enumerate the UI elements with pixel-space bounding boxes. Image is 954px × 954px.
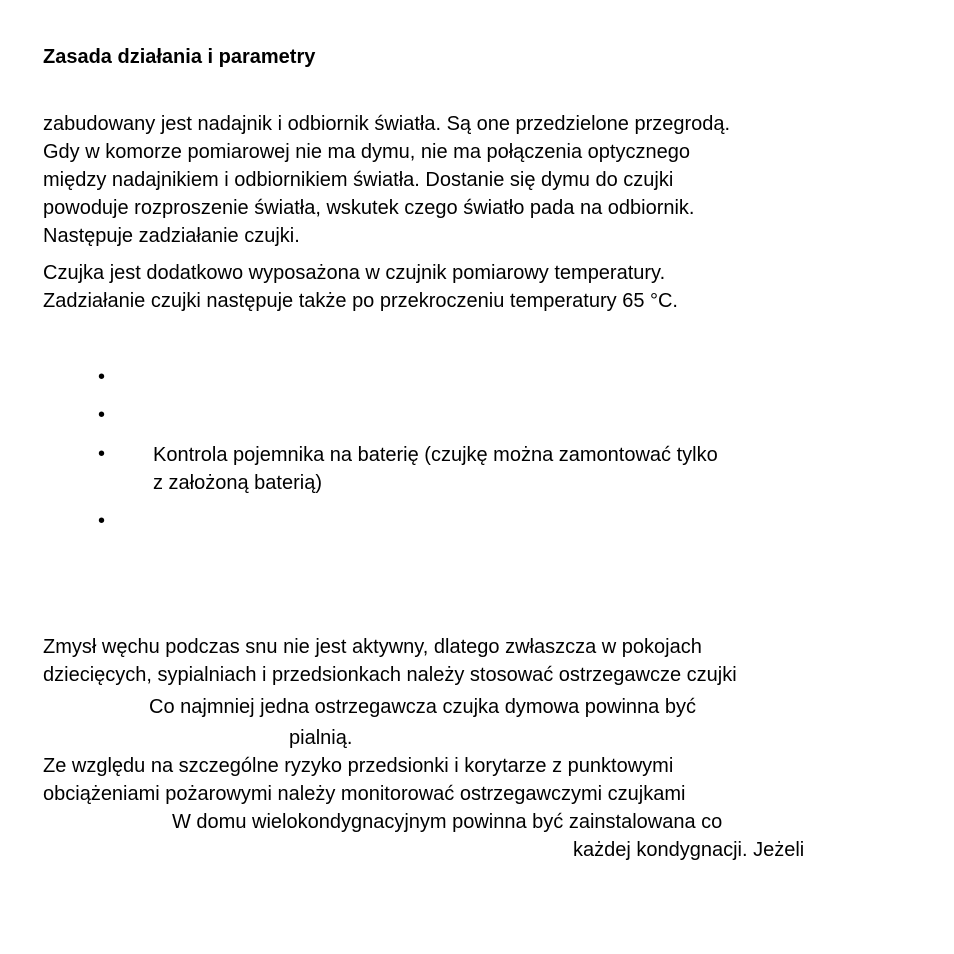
bullet-marker-2: •: [98, 404, 106, 426]
bullet-marker-4: •: [98, 510, 106, 532]
paragraph3-line-7: W domu wielokondygnacyjnym powinna być zainstalowana co: [172, 811, 723, 833]
bullet-marker-1: •: [98, 366, 106, 388]
paragraph3-line-8: każdej kondygnacji. Jeżeli: [573, 839, 805, 861]
paragraph3-line-2: dziecięcych, sypialniach i przedsionkach należy stosować ostrzegawcze czujki: [43, 664, 737, 686]
bullet-item-3-line-2: z założoną baterią): [153, 472, 322, 494]
paragraph1-line-4: powoduje rozproszenie światła, wskutek czego światło pada na odbiornik.: [43, 197, 695, 219]
paragraph2-line-2: Zadziałanie czujki następuje także po przekroczeniu temperatury 65 °C.: [43, 290, 678, 312]
section-heading: Zasada działania i parametry: [43, 46, 316, 68]
paragraph3-line-3: Co najmniej jedna ostrzegawcza czujka dymowa powinna być: [149, 696, 696, 718]
paragraph2-line-1: Czujka jest dodatkowo wyposażona w czujnik pomiarowy temperatury.: [43, 262, 666, 284]
paragraph1-line-2: Gdy w komorze pomiarowej nie ma dymu, nie ma połączenia optycznego: [43, 141, 690, 163]
paragraph1-line-5: Następuje zadziałanie czujki.: [43, 225, 300, 247]
paragraph1-line-1: zabudowany jest nadajnik i odbiornik światła. Są one przedzielone przegrodą.: [43, 113, 731, 135]
paragraph3-line-6: obciążeniami pożarowymi należy monitorować ostrzegawczymi czujkami: [43, 783, 686, 805]
bullet-item-3-line-1: Kontrola pojemnika na baterię (czujkę można zamontować tylko: [153, 444, 718, 466]
bullet-marker-3: •: [98, 443, 106, 465]
paragraph3-line-1: Zmysł węchu podczas snu nie jest aktywny, dlatego zwłaszcza w pokojach: [43, 636, 702, 658]
paragraph3-line-5: Ze względu na szczególne ryzyko przedsionki i korytarze z punktowymi: [43, 755, 674, 777]
paragraph3-line-4: pialnią.: [289, 727, 353, 749]
paragraph1-line-3: między nadajnikiem i odbiornikiem światła. Dostanie się dymu do czujki: [43, 169, 674, 191]
